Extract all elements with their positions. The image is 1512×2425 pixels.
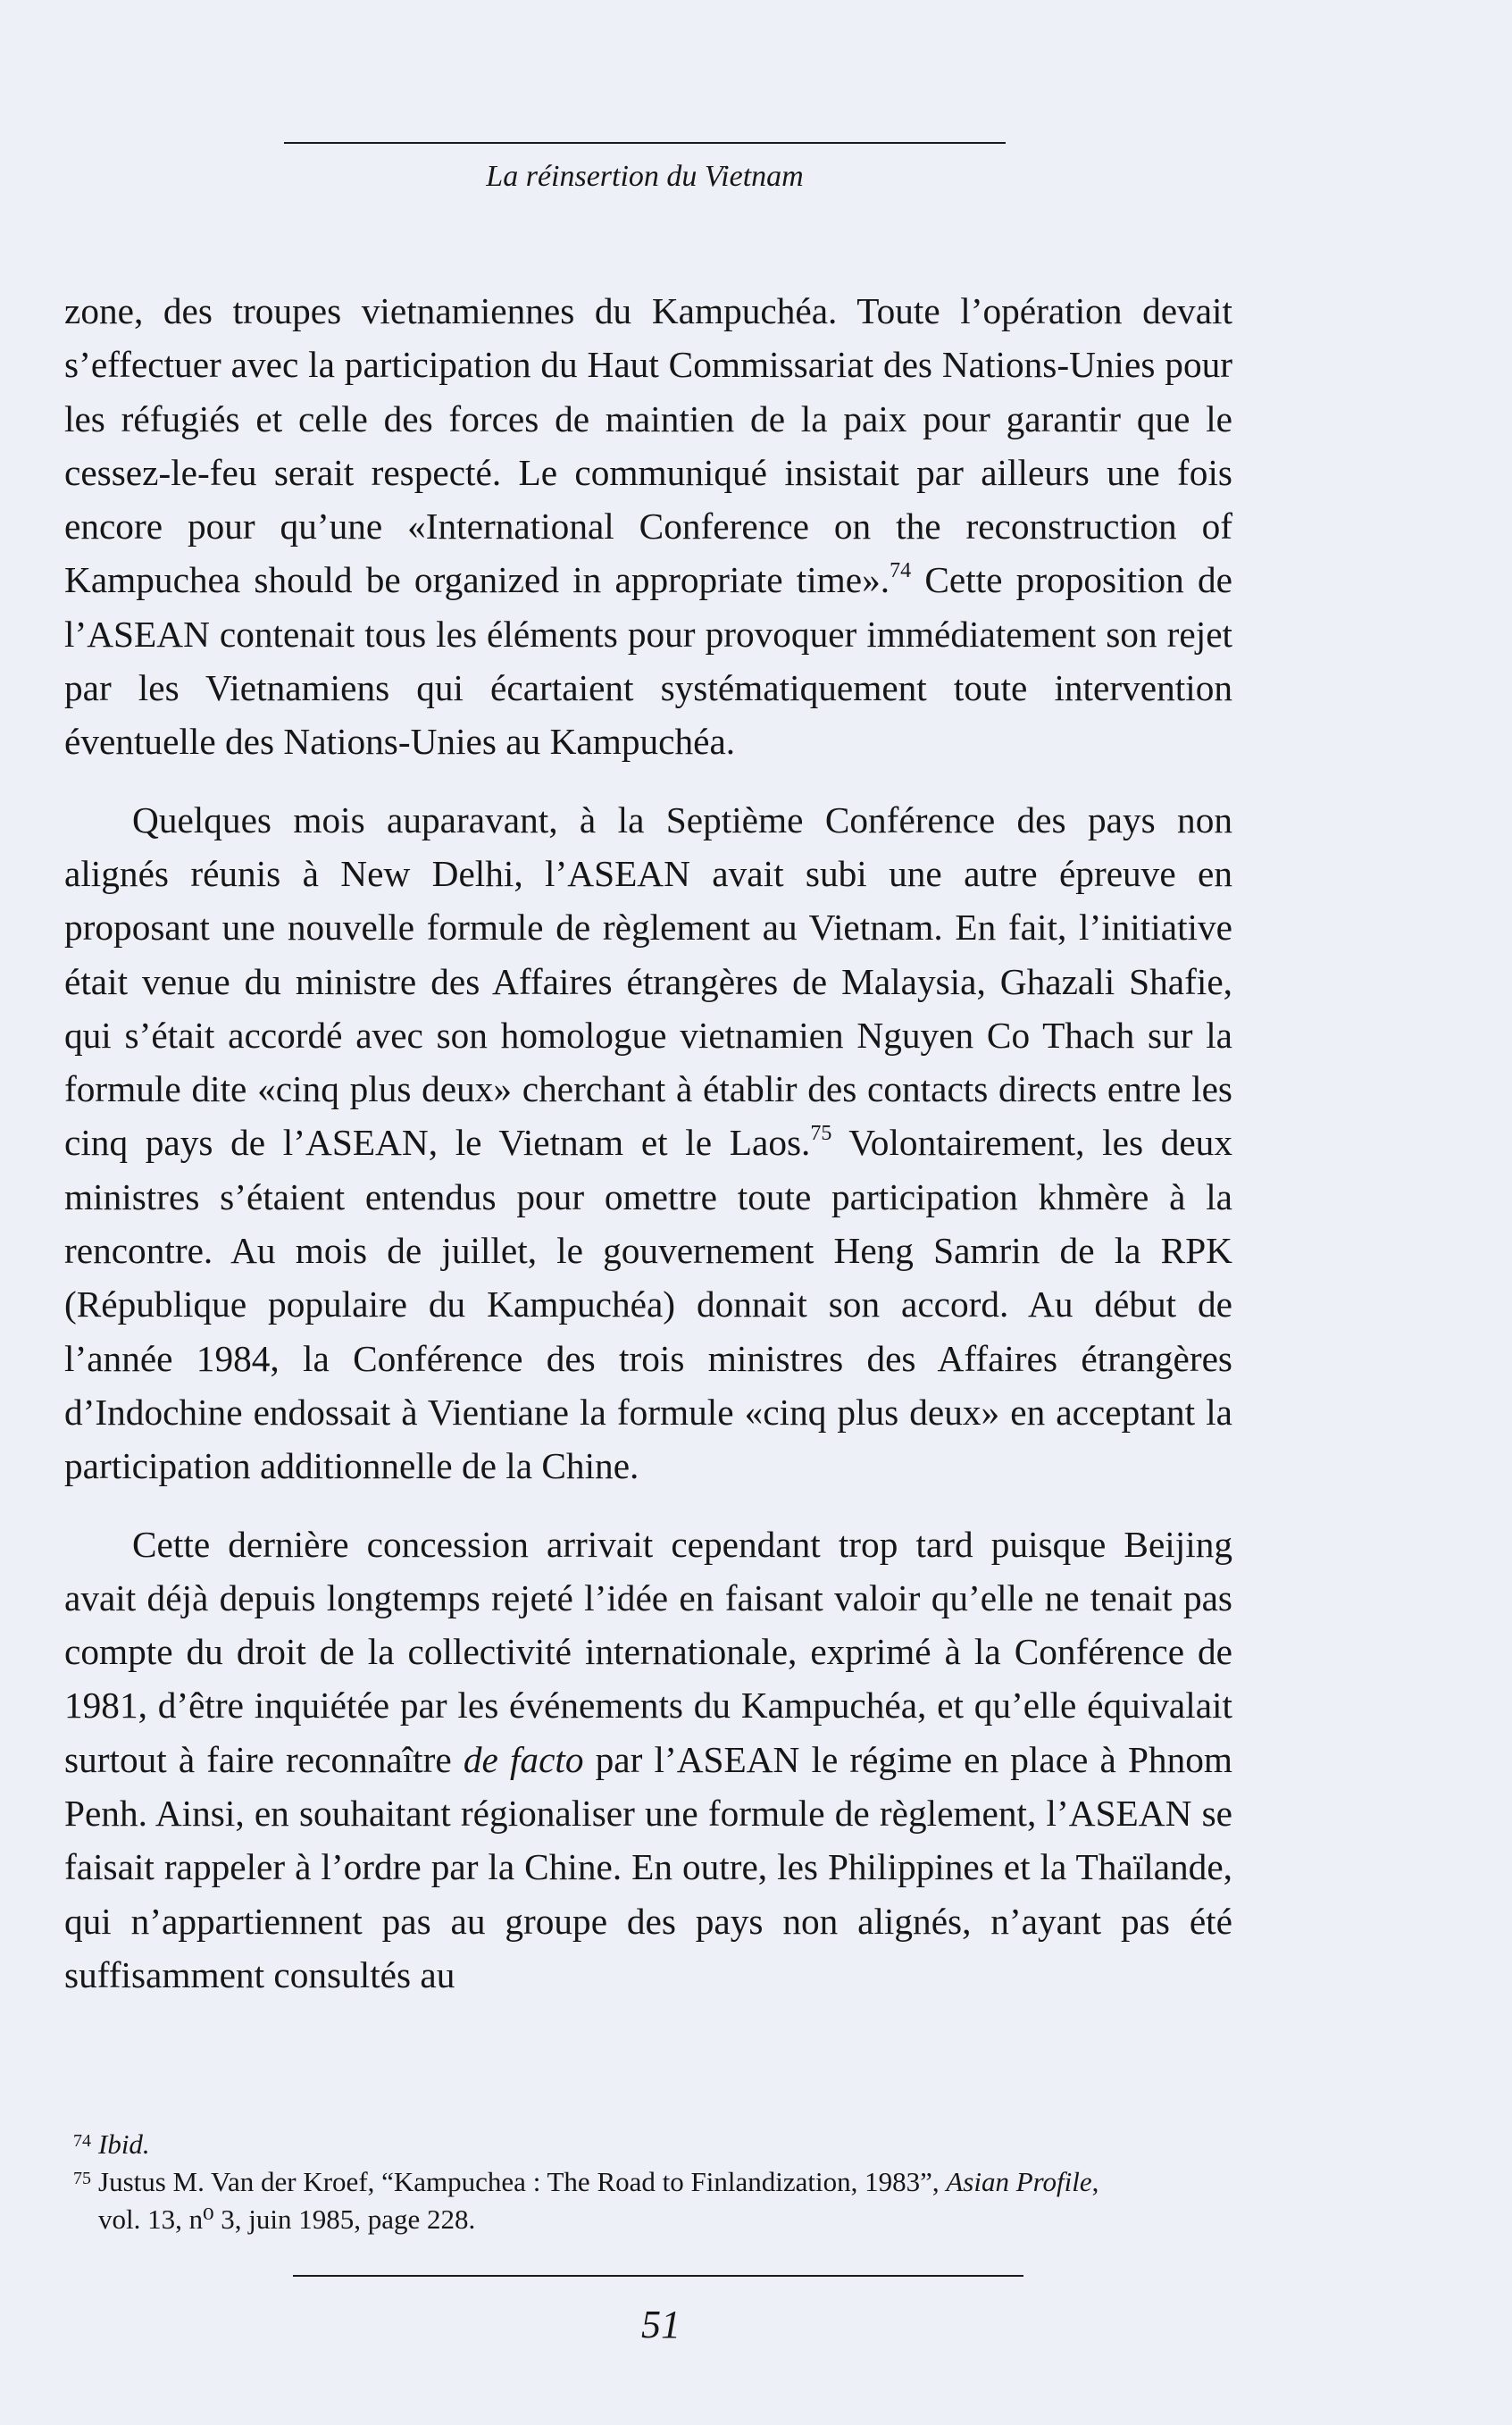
footnote-75-text-c: vol. 13, n⁰ 3, juin 1985, page 228. [98, 2203, 476, 2235]
body-text [64, 284, 1232, 2002]
footnote-75 [64, 2163, 1252, 2201]
paragraph-3-italic: de facto [463, 1738, 584, 1780]
paragraph-3-text-b: par l’ASEAN le régime en place à Phnom Penh. Ainsi, en souhaitant régionaliser une formule de règlement, l’ASEAN se faisait rappeler à l’ordre par la Chine. En outre, les Philippines et la Thaïlande, qui n’appartiennent pas au groupe des pays non alignés, n’ayant pas été suffisamment consultés au [64, 1738, 1232, 1995]
footnote-75-text-a: Justus M. Van der Kroef, “Kampuchea : The Road to Finlandization, 1983”, [98, 2166, 947, 2197]
paragraph-1-text-a: zone, des troupes vietnamiennes du Kampuchéa. Toute l’opération devait s’effectuer avec la participation du Haut Commissariat des Nations-Unies pour les réfugiés et celle des forces de maintien de la paix pour garantir que le cessez-le-feu serait respecté. Le communiqué insistait par ailleurs une fois encore pour qu’une «International Conference on the reconstruction of Kampuchea should be organized in appropriate time». [64, 290, 1232, 601]
paragraph-3 [64, 1518, 1232, 2003]
footnote-74 [64, 2126, 1252, 2163]
footer-rule [293, 2275, 1023, 2277]
footnote-75-italic: Asian Profile [946, 2166, 1092, 2197]
paragraph-2-text-a: Quelques mois auparavant, à la Septième Conférence des pays non alignés réunis à New Delhi, l’ASEAN avait subi une autre épreuve en proposant une nouvelle formule de règlement au Vietnam. En fait, l’initiative était venue du ministre des Affaires étrangères de Malaysia, Ghazali Shafie, qui s’était accordé avec son homologue vietnamien Nguyen Co Thach sur la formule dite «cinq plus deux» cherchant à établir des contacts directs entre les cinq pays de l’ASEAN, le Vietnam et le Laos. [64, 799, 1232, 1164]
paragraph-1-text-b: Cette proposition de l’ASEAN contenait tous les éléments pour provoquer immédiatement son rejet par les Vietnamiens qui écartaient systématiquement toute intervention éventuelle des Nations-Unies au Kampuchéa. [64, 559, 1232, 763]
paragraph-2-text-b: Volontairement, les deux ministres s’étaient entendus pour omettre toute participation khmère à la rencontre. Au mois de juillet, le gouvernement Heng Samrin de la RPK (République populaire du Kampuchéa) donnait son accord. Au début de l’année 1984, la Conférence des trois ministres des Affaires étrangères d’Indochine endossait à Vientiane la formule «cinq plus deux» en acceptant la participation additionnelle de la Chine. [64, 1122, 1232, 1487]
paragraph-1 [64, 284, 1232, 769]
paragraph-2 [64, 793, 1232, 1493]
footnote-number-74: 74 [73, 2131, 91, 2151]
paragraph-3-text-a: Cette dernière concession arrivait cependant trop tard puisque Beijing avait déjà depuis longtemps rejeté l’idée en faisant valoir qu’elle ne tenait pas compte du droit de la collectivité internationale, exprimé à la Conférence de 1981, d’être inquiétée par les événements du Kampuchéa, et qu’elle équivalait surtout à faire reconnaître [64, 1523, 1232, 1780]
page-number: 51 [641, 2303, 681, 2346]
footnote-75-continued [64, 2201, 1252, 2238]
footnote-74-text: Ibid. [98, 2128, 150, 2160]
header-rule [284, 142, 1006, 144]
footnote-75-text-b: , [1091, 2166, 1099, 2197]
footnote-ref-74: 74 [890, 559, 912, 583]
footnote-ref-75: 75 [810, 1122, 832, 1146]
footnote-number-75: 75 [73, 2169, 91, 2188]
footnotes [64, 2126, 1252, 2238]
running-head: La réinsertion du Vietnam [486, 160, 804, 193]
